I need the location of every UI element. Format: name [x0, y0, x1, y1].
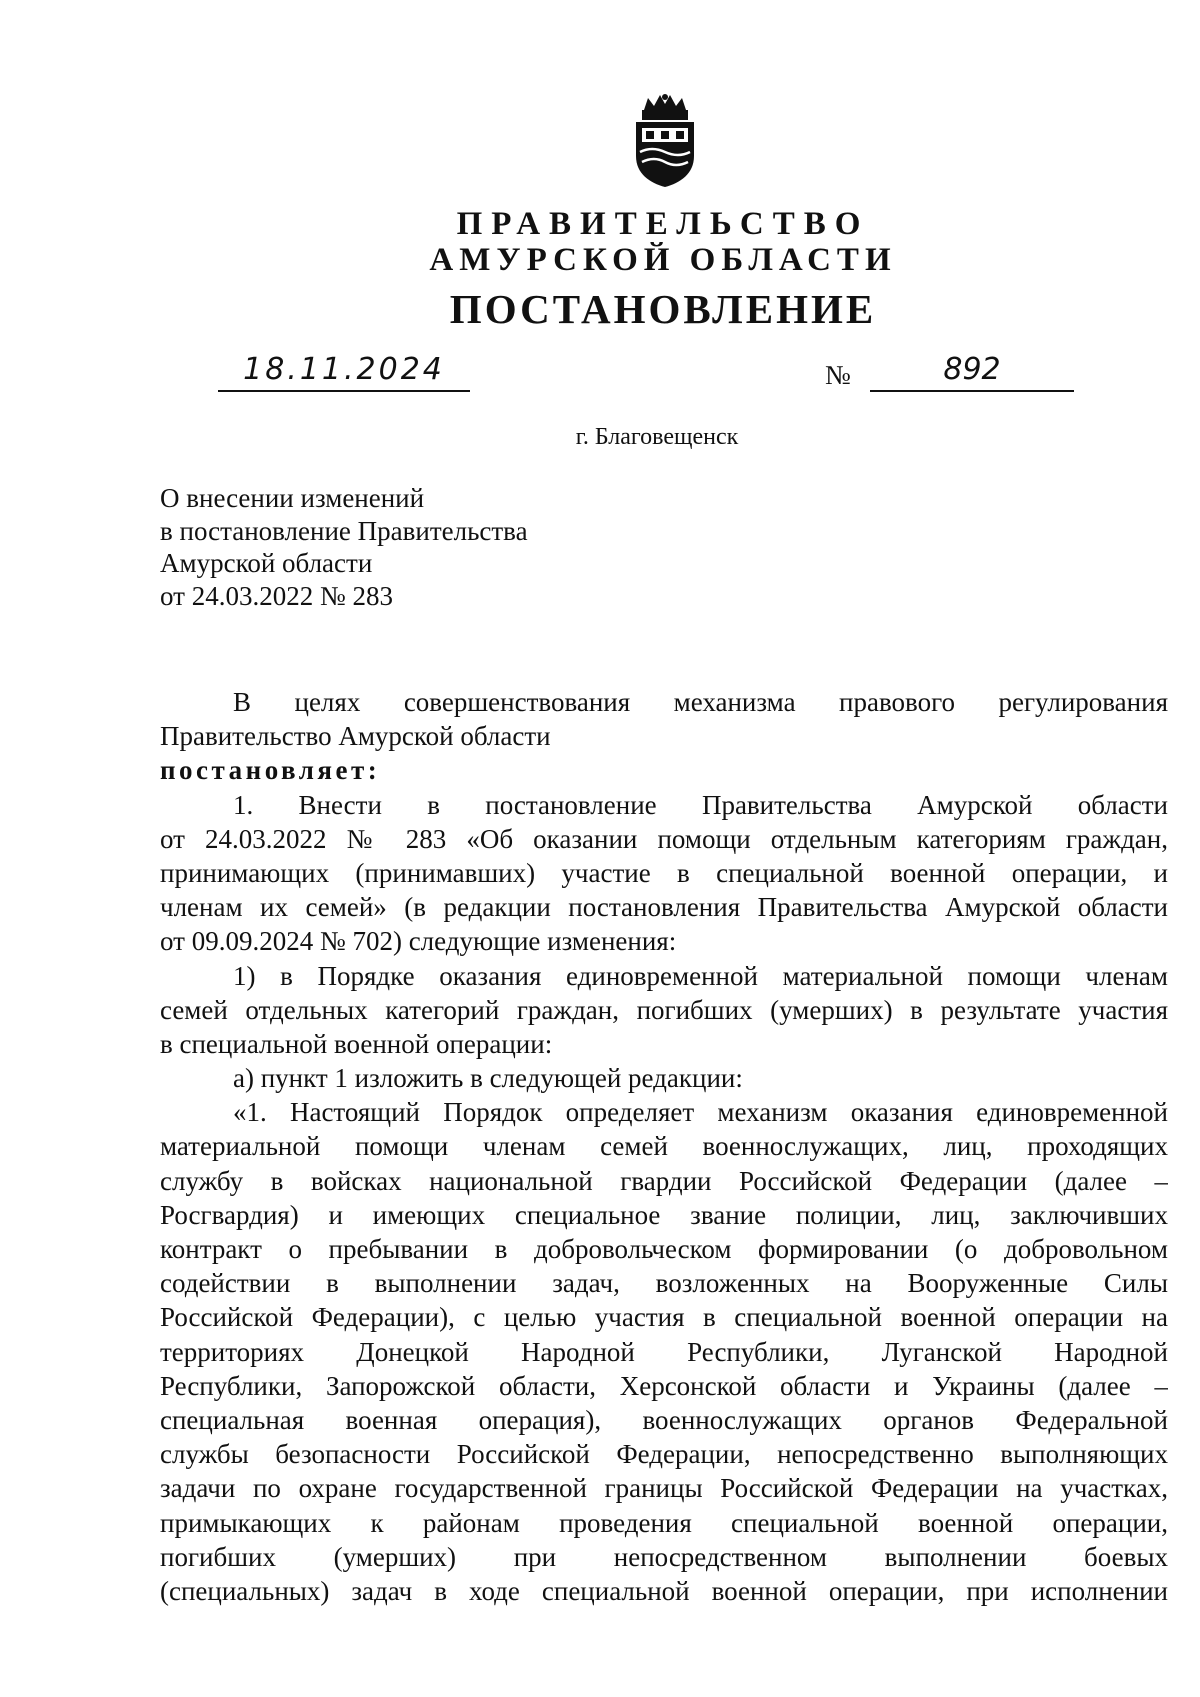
- body-line: семей отдельных категорий граждан, погибших (умерших) в результате участия: [160, 994, 1168, 1025]
- body-line: Республики, Запорожской области, Херсонской области и Украины (далее –: [160, 1370, 1168, 1401]
- body-line: В целях совершенствования механизма правового регулирования: [233, 687, 1168, 717]
- body-line: от 09.09.2024 № 702) следующие изменения:: [160, 926, 677, 957]
- body-line: службу в войсках национальной гвардии Российской Федерации (далее –: [160, 1165, 1168, 1196]
- body-line: принимающих (принимавших) участие в специальной военной операции, и: [160, 857, 1168, 888]
- body-line: 1) в Порядке оказания единовременной материальной помощи членам: [233, 960, 1168, 991]
- document-body: [160, 685, 1168, 1608]
- document-number: 892: [943, 352, 1001, 387]
- subject-line: в постановление Правительства: [160, 515, 528, 546]
- body-line: 1. Внести в постановление Правительства Амурской области: [233, 789, 1168, 820]
- body-line: службы безопасности Российской Федерации, непосредственно выполняющих: [160, 1439, 1168, 1470]
- number-underline: [870, 390, 1074, 392]
- subject-line: Амурской области: [160, 548, 373, 578]
- body-line: задачи по охране государственной границы Российской Федерации на участках,: [160, 1473, 1168, 1504]
- coat-of-arms-icon: [630, 92, 700, 188]
- body-line: территориях Донецкой Народной Республики, Луганской Народной: [160, 1336, 1168, 1367]
- government-name-line2: АМУРСКОЙ ОБЛАСТИ: [429, 242, 897, 278]
- document-date: 18.11.2024: [243, 352, 445, 387]
- body-line: от 24.03.2022 № 283 «Об оказании помощи отдельным категориям граждан,: [160, 823, 1168, 854]
- subject-line: от 24.03.2022 № 283: [160, 580, 393, 611]
- body-line: Российской Федерации), с целью участия в специальной военной операции на: [160, 1302, 1168, 1333]
- issue-city: г. Благовещенск: [575, 424, 739, 450]
- number-sign: №: [825, 360, 851, 390]
- body-line: примыкающих к районам проведения специальной военной операции,: [160, 1507, 1168, 1538]
- body-line: Правительство Амурской области: [160, 721, 551, 752]
- body-line: содействии в выполнении задач, возложенных на Вооруженные Силы: [160, 1268, 1168, 1299]
- document-type-title: ПОСТАНОВЛЕНИЕ: [449, 286, 877, 332]
- subject-line: О внесении изменений: [160, 483, 425, 513]
- document-subject: [160, 482, 528, 612]
- body-line: материальной помощи членам семей военнослужащих, лиц, проходящих: [160, 1131, 1168, 1162]
- body-line: Росгвардия) и имеющих специальное звание полиции, лиц, заключивших: [160, 1199, 1168, 1230]
- government-name-line1: ПРАВИТЕЛЬСТВО: [456, 206, 870, 242]
- body-line: членам их семей» (в редакции постановления Правительства Амурской области: [160, 892, 1168, 923]
- body-line: (специальных) задач в ходе специальной военной операции, при исполнении: [160, 1575, 1168, 1606]
- body-line: контракт о пребывании в добровольческом формировании (о добровольном: [160, 1234, 1168, 1264]
- decree-keyword: постановляет:: [160, 755, 381, 786]
- date-underline: [218, 390, 470, 392]
- body-line: а) пункт 1 изложить в следующей редакции:: [233, 1063, 743, 1094]
- body-line: в специальной военной операции:: [160, 1028, 553, 1059]
- body-line: специальная военная операция), военнослужащих органов Федеральной: [160, 1404, 1168, 1435]
- body-line: погибших (умерших) при непосредственном выполнении боевых: [160, 1541, 1168, 1572]
- body-line: «1. Настоящий Порядок определяет механизм оказания единовременной: [233, 1097, 1168, 1128]
